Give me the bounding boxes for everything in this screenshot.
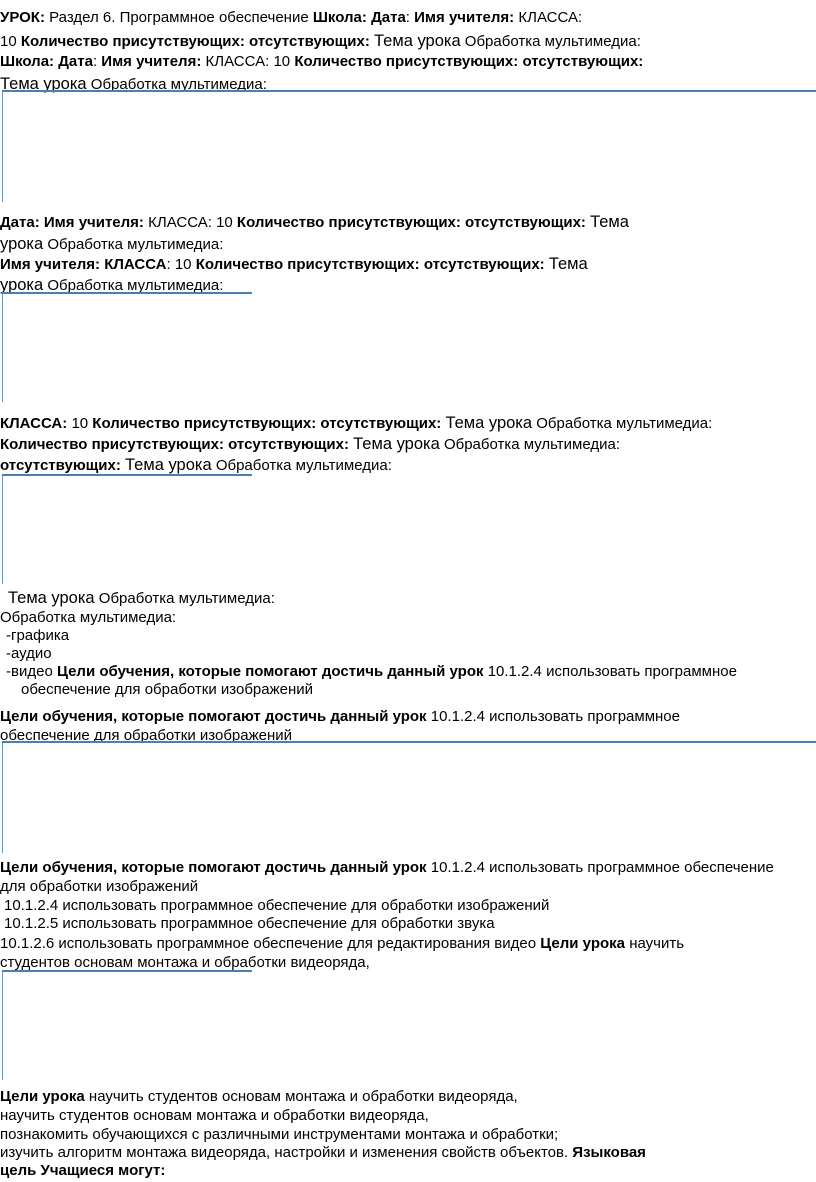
list-item [6, 645, 52, 663]
topic-label: Тема урока [374, 32, 461, 50]
absent-label: отсутствующих: [248, 33, 370, 50]
text-line [0, 935, 684, 953]
text-line: Имя учителя: КЛАССА: 10 Количество присутствующих: отсутствующих: Тема [0, 255, 588, 273]
class-label: КЛАССА [0, 415, 63, 432]
grade: 10 [71, 415, 89, 432]
class-label: КЛАССА [104, 256, 167, 273]
goals-label: Цели урока [540, 935, 626, 952]
teacher-label: Имя учителя: [43, 214, 144, 231]
topic-text: Обработка мультимедиа: [0, 609, 177, 626]
class-label: КЛАССА [148, 214, 208, 231]
section-text: Раздел 6. Программное обеспечение [49, 9, 309, 26]
date-label: Дата [58, 53, 93, 70]
goals-text: студентов основам монтажа и обработки видеоряда, [0, 954, 370, 971]
list-item [6, 663, 737, 681]
text-line [0, 1144, 646, 1162]
goals-text: изучить алгоритм монтажа видеоряда, настройки и изменения свойств объектов. [0, 1144, 569, 1161]
topic-text: Обработка мультимедиа: [443, 436, 621, 453]
goals-text: познакомить обучающихся с различными инструментами монтажа и обработки; [0, 1126, 559, 1143]
objectives-text: 10.1.2.4 использовать программное [430, 708, 680, 725]
objectives-label: Цели обучения, которые помогают достичь данный урок [0, 859, 427, 876]
text-line: УРОК: Раздел 6. Программное обеспечение Школа: Дата: Имя учителя: КЛАССА: [0, 9, 583, 26]
goals-text: научить студентов основам монтажа и обработки видеоряда, [88, 1088, 518, 1105]
topic-text: Обработка мультимедиа: [215, 457, 392, 474]
class-label: КЛАССА [205, 53, 266, 70]
present-label: Количество присутствующих: [294, 53, 519, 70]
divider-line [2, 90, 816, 92]
topic-label: Тема урока [125, 456, 212, 474]
goals-text: научить студентов основам монтажа и обработки видеоряда, [0, 1107, 429, 1124]
topic-label: Тема урока [8, 589, 95, 607]
language-label: Языковая [572, 1144, 646, 1161]
topic-label: Тема урока [445, 414, 533, 432]
margin-line [2, 294, 3, 402]
topic-label: Тема урока [0, 75, 87, 93]
divider-line [2, 970, 252, 972]
absent-label: отсутствующих: [465, 214, 586, 231]
teacher-label: Имя учителя: [0, 256, 101, 273]
text-line [0, 32, 641, 51]
topic-text: Обработка мультимедиа: [98, 590, 275, 607]
absent-label: отсутствующих: [0, 457, 121, 474]
list-item [6, 627, 69, 645]
text-line: КЛАССА: 10 Количество присутствующих: отсутствующих: Тема урока Обработка мультимедиа: [0, 414, 713, 432]
text-line [0, 1107, 429, 1125]
text-line [0, 1162, 165, 1180]
objective-item: 10.1.2.4 использовать программное обеспечение для обработки изображений [4, 897, 550, 914]
goals-text: научить [629, 935, 685, 952]
text-line [4, 915, 495, 933]
text-line [21, 681, 313, 699]
topic-text: Обработка мультимедиа: [464, 33, 641, 50]
lesson-label: УРОК: [0, 9, 45, 26]
language-label: цель [0, 1162, 37, 1179]
objective-item: 10.1.2.6 использовать программное обеспечение для редактирования видео [0, 935, 537, 952]
grade: 10 [174, 256, 192, 273]
absent-label: отсутствующих: [320, 415, 442, 432]
text-line [0, 456, 392, 475]
list-item-text: -аудио [6, 645, 52, 662]
text-line [4, 897, 549, 915]
topic-text: Обработка мультимедиа: [47, 277, 224, 294]
divider-line [2, 474, 252, 476]
topic-text: Обработка мультимедиа: [47, 236, 224, 253]
list-item-text: -графика [6, 627, 70, 644]
objectives-text: для обработки изображений [0, 878, 199, 895]
text-line [0, 878, 198, 896]
margin-line [2, 476, 3, 584]
divider-line [2, 741, 816, 743]
divider-line [2, 292, 252, 294]
grade: 10 [216, 214, 233, 231]
topic-label: Тема урока [353, 435, 440, 453]
objectives-label: Цели обучения, которые помогают достичь данный урок [56, 663, 484, 680]
present-label: Количество присутствующих: [195, 256, 420, 273]
text-line [0, 1126, 558, 1144]
text-line [0, 708, 680, 726]
objective-item: 10.1.2.5 использовать программное обеспечение для обработки звука [4, 915, 495, 932]
present-label: Количество присутствующих: [236, 214, 461, 231]
margin-line [2, 972, 3, 1080]
topic-text: Обработка мультимедиа: [90, 76, 267, 93]
present-label: Количество присутствующих: [0, 436, 224, 453]
text-line [0, 609, 176, 627]
present-label: Количество присутствующих: [92, 415, 317, 432]
text-line [8, 589, 275, 608]
text-line [0, 435, 620, 454]
grade: 10 [0, 33, 17, 50]
objectives-text: обеспечение для обработки изображений [21, 681, 314, 698]
objectives-text: 10.1.2.4 использовать программное [487, 663, 737, 680]
objectives-text: обеспечение для обработки изображений [0, 727, 293, 744]
text-line: Дата: Имя учителя: КЛАССА: 10 Количество присутствующих: отсутствующих: Тема [0, 213, 629, 231]
margin-line [2, 743, 3, 853]
school-label: Школа: [312, 9, 367, 26]
absent-label: отсутствующих: [522, 53, 644, 70]
text-line: урока Обработка мультимедиа: [0, 276, 224, 294]
absent-label: отсутствующих: [423, 256, 545, 273]
text-line: урока Обработка мультимедиа: [0, 235, 224, 253]
grade: 10 [273, 53, 291, 70]
date-label: Дата [0, 214, 35, 231]
objectives-label: Цели обучения, которые помогают достичь данный урок [0, 708, 427, 725]
list-item-text: -видео [6, 663, 53, 680]
absent-label: отсутствующих: [228, 436, 349, 453]
text-line: Школа: Дата: Имя учителя: КЛАССА: 10 Количество присутствующих: отсутствующих: [0, 53, 644, 70]
teacher-label: Имя учителя: [101, 53, 202, 70]
present-label: Количество присутствующих: [20, 33, 245, 50]
learners-label: Учащиеся могут: [40, 1162, 166, 1179]
text-line [0, 1088, 518, 1106]
date-label: Дата [371, 9, 406, 26]
topic-text: Обработка мультимедиа: [536, 415, 713, 432]
teacher-label: Имя учителя: [414, 9, 515, 26]
class-label: КЛАССА [518, 9, 578, 26]
school-label: Школа: [0, 53, 55, 70]
goals-label: Цели урока [0, 1088, 85, 1105]
margin-line [2, 92, 3, 202]
objectives-text: 10.1.2.4 использовать программное обеспечение [430, 859, 774, 876]
text-line [0, 859, 774, 877]
